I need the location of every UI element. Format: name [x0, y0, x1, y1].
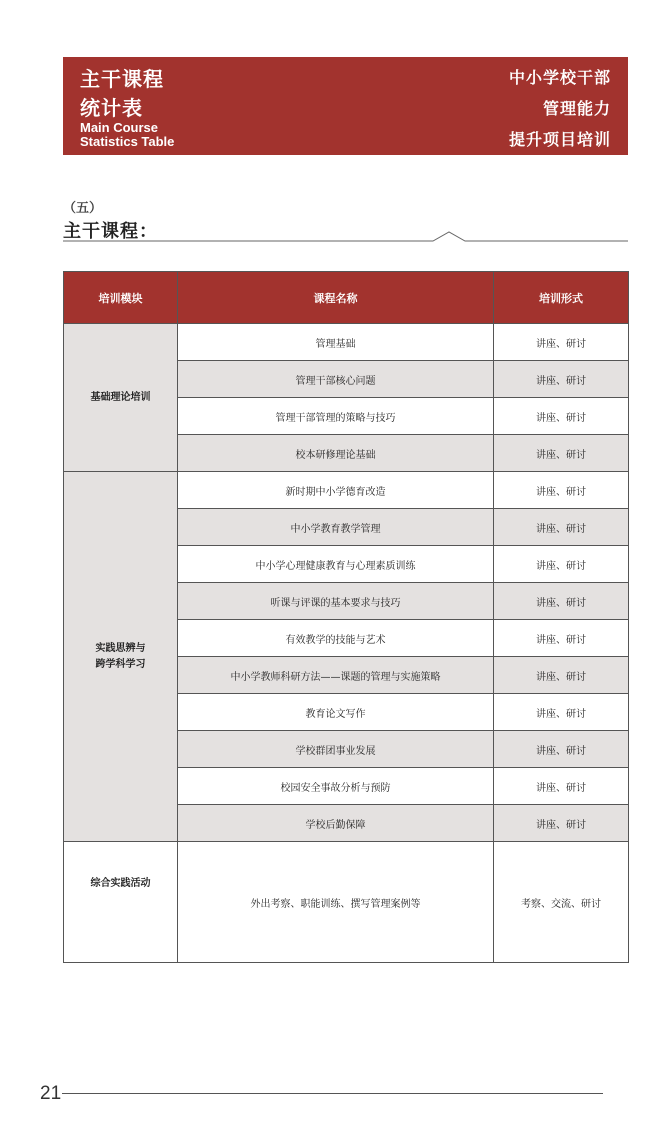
course-format: 讲座、研讨	[494, 583, 629, 620]
header-banner	[63, 57, 628, 155]
title-en-line2: Statistics Table	[80, 134, 175, 149]
course-format: 讲座、研讨	[494, 361, 629, 398]
header-course-name: 课程名称	[178, 272, 494, 324]
course-format: 讲座、研讨	[494, 805, 629, 842]
course-name: 教育论文写作	[178, 694, 494, 731]
module-label-line1: 实践思辨与	[95, 642, 146, 654]
course-format: 考察、交流、研讨	[494, 842, 629, 963]
course-format: 讲座、研讨	[494, 731, 629, 768]
program-line2: 管理能力	[542, 99, 611, 118]
course-format: 讲座、研讨	[494, 472, 629, 509]
course-name: 学校后勤保障	[178, 805, 494, 842]
program-line1: 中小学校干部	[508, 68, 611, 87]
section-title: 主干课程：	[63, 221, 158, 242]
course-format: 讲座、研讨	[494, 657, 629, 694]
course-name: 新时期中小学德育改造	[178, 472, 494, 509]
course-table	[63, 271, 629, 963]
course-format: 讲座、研讨	[494, 694, 629, 731]
footer-rule	[62, 1093, 603, 1094]
course-format: 讲座、研讨	[494, 398, 629, 435]
course-name: 中小学教育教学管理	[178, 509, 494, 546]
course-format: 讲座、研讨	[494, 768, 629, 805]
course-name: 管理基础	[178, 324, 494, 361]
course-name: 学校群团事业发展	[178, 731, 494, 768]
section-underline	[63, 229, 628, 245]
course-name: 校本研修理论基础	[178, 435, 494, 472]
title-cn-line2: 统计表	[80, 96, 143, 120]
program-line3: 提升项目培训	[508, 130, 611, 149]
course-name: 听课与评课的基本要求与技巧	[178, 583, 494, 620]
section-number: （五）	[63, 201, 103, 216]
header-module: 培训模块	[64, 272, 178, 324]
page-number: 21	[40, 1083, 62, 1104]
course-name: 管理干部核心问题	[178, 361, 494, 398]
module-label-line2: 跨学科学习	[95, 658, 146, 670]
course-name: 外出考察、职能训练、撰写管理案例等	[178, 842, 494, 963]
title-cn-line1: 主干课程	[80, 67, 164, 91]
course-name: 管理干部管理的策略与技巧	[178, 398, 494, 435]
course-format: 讲座、研讨	[494, 509, 629, 546]
header-format: 培训形式	[494, 272, 629, 324]
course-name: 中小学教师科研方法——课题的管理与实施策略	[178, 657, 494, 694]
module-cell: 综合实践活动	[64, 842, 178, 963]
table-row	[64, 472, 629, 509]
table-header-row	[64, 272, 629, 324]
module-cell	[64, 472, 178, 842]
course-name: 有效教学的技能与艺术	[178, 620, 494, 657]
module-cell: 基础理论培训	[64, 324, 178, 472]
course-format: 讲座、研讨	[494, 620, 629, 657]
course-name: 校园安全事故分析与预防	[178, 768, 494, 805]
course-format: 讲座、研讨	[494, 324, 629, 361]
title-en-line1: Main Course	[80, 120, 159, 135]
table-row	[64, 842, 629, 963]
course-name: 中小学心理健康教育与心理素质训练	[178, 546, 494, 583]
table-row	[64, 324, 629, 361]
course-format: 讲座、研讨	[494, 435, 629, 472]
course-format: 讲座、研讨	[494, 546, 629, 583]
